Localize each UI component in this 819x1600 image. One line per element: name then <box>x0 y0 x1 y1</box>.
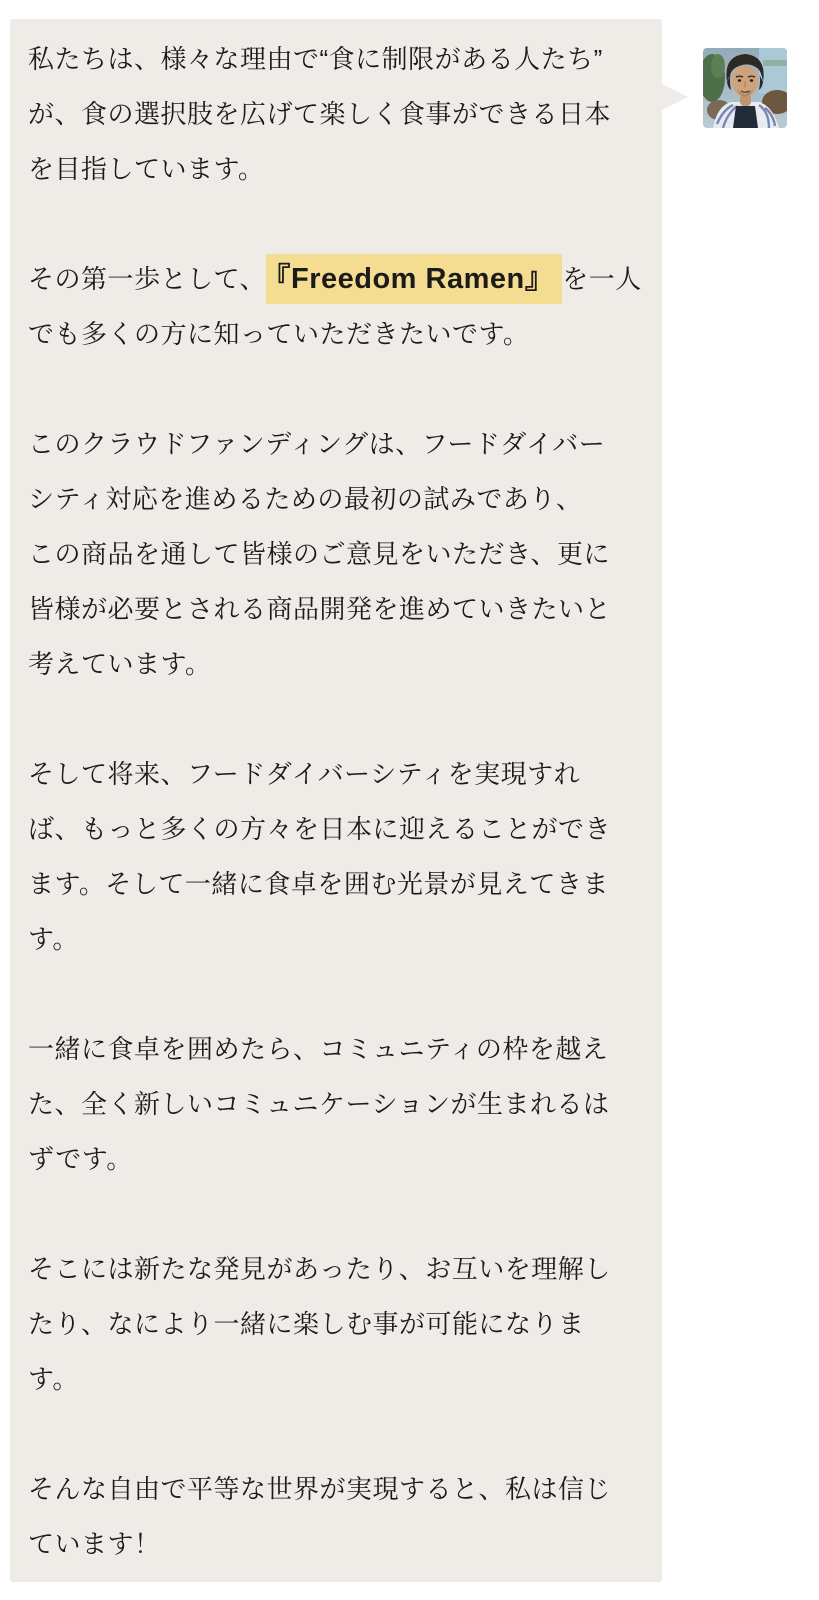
speech-bubble-tail <box>662 84 688 110</box>
text-segment: そんな自由で平等な世界が実現すると、私は信じ <box>28 1474 612 1504</box>
paragraph <box>28 1242 644 1407</box>
text-line <box>28 142 644 197</box>
text-segment: ます。そして一緒に食卓を囲む光景が見えてきま <box>28 869 609 899</box>
text-line <box>28 417 644 472</box>
portrait-photo <box>703 48 787 128</box>
text-segment: を目指しています。 <box>28 154 265 184</box>
text-segment: ずです。 <box>28 1144 133 1174</box>
text-segment: た、全く新しいコミュニケーションが生まれるは <box>28 1089 610 1119</box>
text-segment: そして将来、フードダイバーシティを実現すれ <box>28 759 581 789</box>
text-segment: このクラウドファンディングは、フードダイバー <box>28 429 606 459</box>
text-line <box>28 802 644 857</box>
text-segment: 一緒に食卓を囲めたら、コミュニティの枠を越え <box>28 1034 609 1064</box>
paragraph <box>28 252 644 362</box>
text-line <box>28 32 644 87</box>
text-line <box>28 527 644 582</box>
text-segment: シティ対応を進めるための最初の試みであり、 <box>28 484 583 514</box>
text-segment: ています！ <box>28 1529 161 1559</box>
text-line <box>28 87 644 142</box>
text-segment: 考えています。 <box>28 649 212 679</box>
text-line <box>28 1242 644 1297</box>
avatar <box>703 48 787 128</box>
speech-bubble <box>10 19 662 1582</box>
paragraph <box>28 1462 644 1572</box>
text-line <box>28 307 644 362</box>
text-segment: でも多くの方に知っていただきたいです。 <box>28 319 530 349</box>
text-line <box>28 857 644 912</box>
text-line <box>28 1297 644 1352</box>
text-segment: そこには新たな発見があったり、お互いを理解し <box>28 1254 611 1284</box>
text-line <box>28 1077 644 1132</box>
highlighted-product-name: 『Freedom Ramen』 <box>266 254 562 304</box>
text-segment: す。 <box>28 1364 79 1394</box>
paragraph <box>28 417 644 692</box>
text-segment: す。 <box>28 924 79 954</box>
text-line <box>28 1352 644 1407</box>
bubble-text <box>28 32 644 1572</box>
text-segment: を一人 <box>562 264 642 294</box>
text-line <box>28 1132 644 1187</box>
text-segment: 皆様が必要とされる商品開発を進めていきたいと <box>28 594 612 624</box>
text-segment: 私たちは、様々な理由で“食に制限がある人たち” <box>28 44 603 74</box>
text-line <box>28 912 644 967</box>
text-line <box>28 472 644 527</box>
text-segment: この商品を通して皆様のご意見をいただき、更に <box>28 539 610 569</box>
text-line <box>28 1517 644 1572</box>
paragraph <box>28 1022 644 1187</box>
text-line <box>28 252 644 307</box>
text-line <box>28 747 644 802</box>
text-line <box>28 1022 644 1077</box>
paragraph <box>28 747 644 967</box>
paragraph <box>28 32 644 197</box>
text-segment: その第一歩として、 <box>28 264 266 294</box>
text-line <box>28 637 644 692</box>
text-segment: ば、もっと多くの方々を日本に迎えることができ <box>28 814 612 844</box>
text-line <box>28 582 644 637</box>
text-line <box>28 1462 644 1517</box>
text-segment: が、食の選択肢を広げて楽しく食事ができる日本 <box>28 99 612 129</box>
text-segment: たり、なにより一緒に楽しむ事が可能になりま <box>28 1309 585 1339</box>
